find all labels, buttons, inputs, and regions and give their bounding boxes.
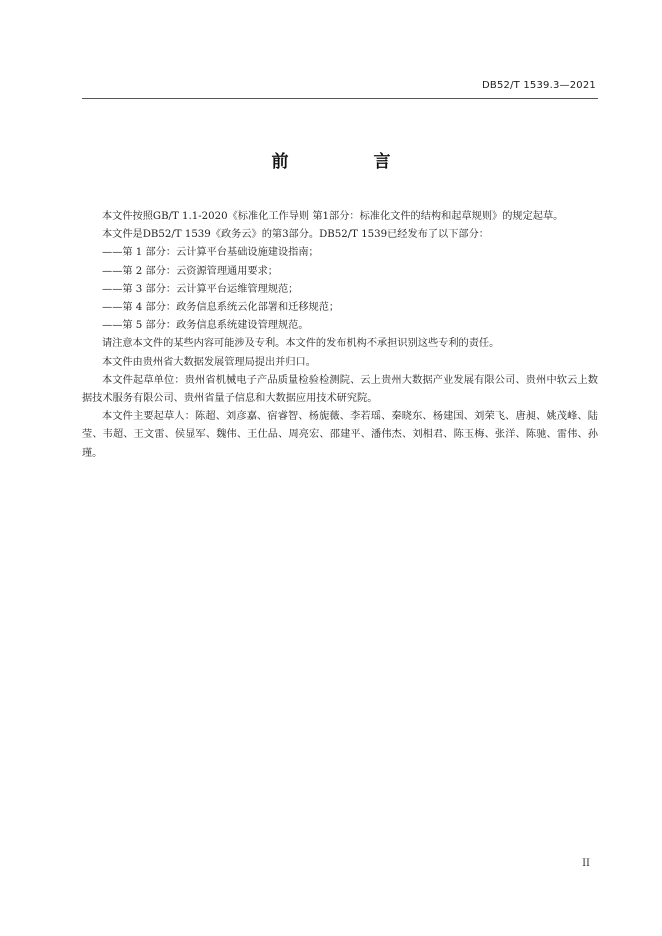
paragraph-drafting-rules: 本文件按照GB/T 1.1-2020《标准化工作导则 第1部分：标准化文件的结构和起草规则》的规定起草。: [102, 211, 564, 222]
list-item-part-4: ——第 4 部分：政务信息系统云化部署和迁移规范；: [102, 302, 340, 314]
list-item-part-3: ——第 3 部分：云计算平台运维管理规范；: [102, 283, 299, 295]
header-divider: [82, 98, 598, 99]
paragraph-patent-notice: 请注意本文件的某些内容可能涉及专利。本文件的发布机构不承担识别这些专利的责任。: [102, 338, 500, 350]
list-item-part-1: ——第 1 部分：云计算平台基础设施建设指南；: [102, 247, 319, 259]
list-item-part-5: ——第 5 部分：政务信息系统建设管理规范。: [102, 320, 309, 332]
foreword-body: [82, 208, 598, 463]
page-number: II: [582, 858, 590, 869]
paragraph-drafters: 本文件主要起草人：陈超、刘彦嘉、宿睿智、杨旎薇、李若瑶、秦晓东、杨建国、刘荣飞、唐昶、姚茂峰、陆莹、韦超、王文雷、侯显军、魏伟、王仕品、周亮宏、邵建平、潘伟杰、刘相君、陈玉梅、张洋、陈驰、雷伟、孙瑾。: [82, 411, 598, 459]
list-item-part-2: ——第 2 部分：云资源管理通用要求；: [102, 265, 278, 277]
paragraph-proposer: 本文件由贵州省大数据发展管理局提出并归口。: [102, 356, 316, 368]
paragraph-drafting-units: 本文件起草单位：贵州省机械电子产品质量检验检测院、云上贵州大数据产业发展有限公司、贵州中软云上数据技术服务有限公司、贵州省量子信息和大数据应用技术研究院。: [82, 374, 598, 405]
standard-code: DB52/T 1539.3—2021: [482, 80, 596, 91]
paragraph-series-intro: 本文件是DB52/T 1539《政务云》的第3部分。DB52/T 1539已经发布了以下部分：: [102, 229, 489, 241]
page-title: 前 言: [271, 152, 425, 172]
